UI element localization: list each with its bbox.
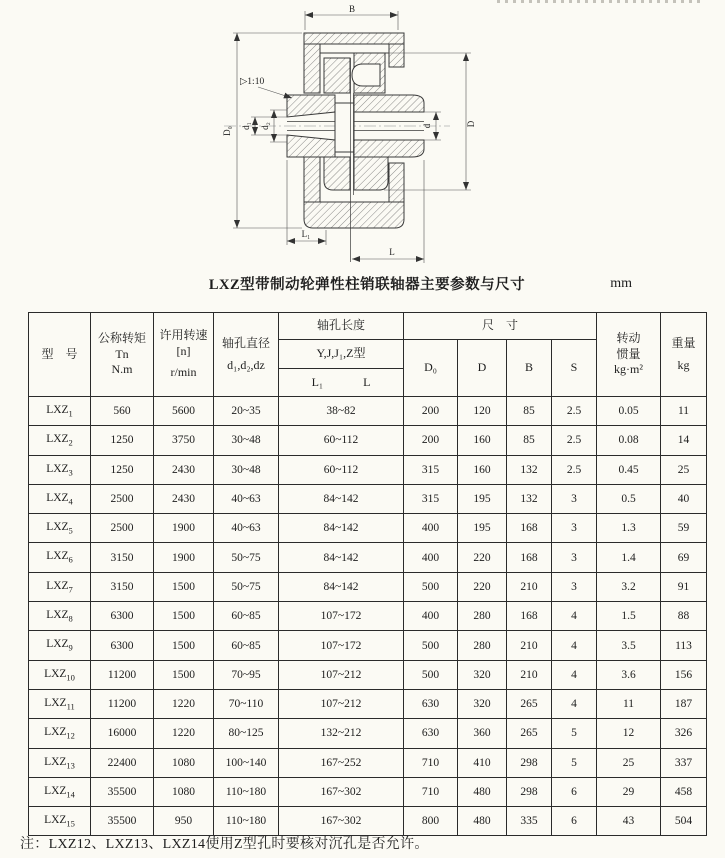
cell-weight: 337 xyxy=(661,748,707,777)
cell-d0: 500 xyxy=(404,631,458,660)
cell-inertia: 3.5 xyxy=(597,631,661,660)
table-body xyxy=(29,397,707,836)
title-row xyxy=(28,273,706,297)
cell-d: 320 xyxy=(458,689,507,718)
cell-d: 280 xyxy=(458,602,507,631)
parameters-table xyxy=(28,312,707,836)
cell-d0: 200 xyxy=(404,426,458,455)
cell-s: 6 xyxy=(552,807,597,836)
table-header xyxy=(29,313,707,397)
cell-speed: 1900 xyxy=(154,514,214,543)
cell-length-range: 84~142 xyxy=(279,514,404,543)
col-header-d0: D₀ xyxy=(404,340,458,397)
cell-d0: 315 xyxy=(404,484,458,513)
cell-inertia: 1.3 xyxy=(597,514,661,543)
table-row xyxy=(29,689,707,718)
cell-speed: 1500 xyxy=(154,602,214,631)
cell-s: 3 xyxy=(552,514,597,543)
cell-d: 195 xyxy=(458,514,507,543)
cell-s: 3 xyxy=(552,484,597,513)
cell-d: 195 xyxy=(458,484,507,513)
cell-weight: 91 xyxy=(661,572,707,601)
taper-label: ▷1:10 xyxy=(240,77,265,87)
cell-s: 4 xyxy=(552,602,597,631)
cell-torque: 1250 xyxy=(91,455,154,484)
cell-speed: 3750 xyxy=(154,426,214,455)
cell-weight: 113 xyxy=(661,631,707,660)
cell-s: 2.5 xyxy=(552,426,597,455)
unit-label: mm xyxy=(610,276,632,291)
cell-bore-range: 110~180 xyxy=(214,807,279,836)
table-row xyxy=(29,602,707,631)
cell-b: 298 xyxy=(507,777,552,806)
cell-inertia: 1.4 xyxy=(597,543,661,572)
cell-s: 4 xyxy=(552,631,597,660)
cell-s: 2.5 xyxy=(552,455,597,484)
cell-length-range: 107~212 xyxy=(279,689,404,718)
dim-label-d1: d₁ xyxy=(241,122,251,130)
cell-d: 160 xyxy=(458,455,507,484)
cell-model: $LXZ_8$ xyxy=(29,602,91,631)
cell-d0: 400 xyxy=(404,514,458,543)
cell-model: $LXZ_7$ xyxy=(29,572,91,601)
cell-s: 2.5 xyxy=(552,397,597,426)
cell-bore-range: 50~75 xyxy=(214,543,279,572)
cell-d0: 500 xyxy=(404,660,458,689)
cell-b: 168 xyxy=(507,602,552,631)
cell-d0: 200 xyxy=(404,397,458,426)
cell-model: $LXZ_4$ xyxy=(29,484,91,513)
cropped-text-remnant xyxy=(497,0,705,3)
page-title: LXZ型带制动轮弹性柱销联轴器主要参数与尺寸 xyxy=(208,277,526,293)
cell-torque: 3150 xyxy=(91,543,154,572)
cell-b: 132 xyxy=(507,455,552,484)
cell-bore-range: 70~95 xyxy=(214,660,279,689)
table-row xyxy=(29,777,707,806)
cell-b: 298 xyxy=(507,748,552,777)
cell-d: 320 xyxy=(458,660,507,689)
cell-s: 4 xyxy=(552,660,597,689)
cell-bore-range: 40~63 xyxy=(214,514,279,543)
col-header-inertia: 转动 惯量 kg·m² xyxy=(597,313,661,397)
cell-speed: 5600 xyxy=(154,397,214,426)
cell-speed: 1900 xyxy=(154,543,214,572)
cell-weight: 11 xyxy=(661,397,707,426)
cell-d0: 630 xyxy=(404,719,458,748)
cell-weight: 88 xyxy=(661,602,707,631)
cell-s: 5 xyxy=(552,719,597,748)
cell-inertia: 0.45 xyxy=(597,455,661,484)
cell-weight: 187 xyxy=(661,689,707,718)
cell-s: 3 xyxy=(552,543,597,572)
cell-d: 280 xyxy=(458,631,507,660)
cell-weight: 69 xyxy=(661,543,707,572)
cell-b: 168 xyxy=(507,543,552,572)
table-row xyxy=(29,748,707,777)
cell-torque: 35500 xyxy=(91,777,154,806)
dim-label-d0: D₀ xyxy=(222,126,232,136)
cell-weight: 458 xyxy=(661,777,707,806)
dim-label-d: d xyxy=(422,123,432,129)
footnote: 注：LXZ12、LXZ13、LXZ14使用Z型孔时要核对沉孔是否允许。 xyxy=(20,837,429,852)
cell-model: $LXZ_{12}$ xyxy=(29,719,91,748)
cell-bore-range: 80~125 xyxy=(214,719,279,748)
cell-model: $LXZ_{10}$ xyxy=(29,660,91,689)
col-header-size-group: 尺 寸 xyxy=(404,313,597,340)
col-header-model: 型 号 xyxy=(29,313,91,397)
cell-length-range: 132~212 xyxy=(279,719,404,748)
cell-s: 4 xyxy=(552,689,597,718)
cell-b: 85 xyxy=(507,397,552,426)
cell-length-range: 84~142 xyxy=(279,543,404,572)
cell-d: 360 xyxy=(458,719,507,748)
cell-torque: 560 xyxy=(91,397,154,426)
cell-b: 210 xyxy=(507,660,552,689)
cell-bore-range: 30~48 xyxy=(214,426,279,455)
col-header-bore-length-types: Y,J,J₁,Z型 xyxy=(279,340,404,369)
cell-weight: 504 xyxy=(661,807,707,836)
lower-flange-section xyxy=(324,157,388,190)
cell-d: 480 xyxy=(458,777,507,806)
cell-bore-range: 60~85 xyxy=(214,602,279,631)
cell-speed: 1080 xyxy=(154,777,214,806)
cell-weight: 14 xyxy=(661,426,707,455)
cell-inertia: 3.2 xyxy=(597,572,661,601)
table-row xyxy=(29,455,707,484)
col-header-torque: 公称转矩Tn N.m xyxy=(91,313,154,397)
cell-model: $LXZ_1$ xyxy=(29,397,91,426)
elastic-pin xyxy=(352,64,380,86)
cell-s: 5 xyxy=(552,748,597,777)
table-row xyxy=(29,631,707,660)
cell-torque: 35500 xyxy=(91,807,154,836)
cell-inertia: 43 xyxy=(597,807,661,836)
cell-b: 210 xyxy=(507,572,552,601)
table-row xyxy=(29,484,707,513)
dim-label-D: D xyxy=(466,120,476,128)
cell-bore-range: 70~110 xyxy=(214,689,279,718)
cell-length-range: 60~112 xyxy=(279,426,404,455)
cell-d0: 315 xyxy=(404,455,458,484)
col-header-b: B xyxy=(507,340,552,397)
cell-torque: 2500 xyxy=(91,484,154,513)
cell-length-range: 84~142 xyxy=(279,484,404,513)
flange-and-pin-section xyxy=(324,53,385,93)
cell-inertia: 0.08 xyxy=(597,426,661,455)
cell-length-range: 60~112 xyxy=(279,455,404,484)
cell-d0: 630 xyxy=(404,689,458,718)
cell-length-range: 38~82 xyxy=(279,397,404,426)
cell-model: $LXZ_2$ xyxy=(29,426,91,455)
cell-speed: 1500 xyxy=(154,660,214,689)
cell-inertia: 0.05 xyxy=(597,397,661,426)
cell-d0: 710 xyxy=(404,748,458,777)
cell-bore-range: 110~180 xyxy=(214,777,279,806)
table-row xyxy=(29,719,707,748)
col-header-bore-length-group: 轴孔长度 xyxy=(279,313,404,340)
cell-b: 168 xyxy=(507,514,552,543)
cell-speed: 1220 xyxy=(154,719,214,748)
col-header-speed: 许用转速 [n] r/min xyxy=(154,313,214,397)
cell-s: 6 xyxy=(552,777,597,806)
cell-torque: 3150 xyxy=(91,572,154,601)
cell-inertia: 1.5 xyxy=(597,602,661,631)
cell-speed: 950 xyxy=(154,807,214,836)
cell-d0: 500 xyxy=(404,572,458,601)
col-header-d: D xyxy=(458,340,507,397)
cell-inertia: 29 xyxy=(597,777,661,806)
cell-b: 85 xyxy=(507,426,552,455)
cell-weight: 59 xyxy=(661,514,707,543)
cell-d0: 400 xyxy=(404,602,458,631)
cell-inertia: 0.5 xyxy=(597,484,661,513)
col-header-bore: 轴孔直径 d₁,d₂,dz xyxy=(214,313,279,397)
table-row xyxy=(29,660,707,689)
cell-speed: 2430 xyxy=(154,455,214,484)
cell-d0: 400 xyxy=(404,543,458,572)
cell-speed: 1500 xyxy=(154,631,214,660)
table-row xyxy=(29,543,707,572)
dim-label-d2: d₂ xyxy=(260,122,270,130)
col-header-l1-l: L₁ L xyxy=(279,369,404,397)
coupling-part-geometry xyxy=(224,33,450,262)
cell-length-range: 107~172 xyxy=(279,631,404,660)
cell-inertia: 3.6 xyxy=(597,660,661,689)
cell-bore-range: 60~85 xyxy=(214,631,279,660)
cell-speed: 1080 xyxy=(154,748,214,777)
cell-length-range: 107~172 xyxy=(279,602,404,631)
cell-s: 3 xyxy=(552,572,597,601)
coupling-cross-section-drawing xyxy=(212,0,502,270)
cell-torque: 11200 xyxy=(91,660,154,689)
dim-label-l1: L₁ xyxy=(301,229,311,239)
cell-bore-range: 50~75 xyxy=(214,572,279,601)
cell-model: $LXZ_{15}$ xyxy=(29,807,91,836)
cell-model: $LXZ_{11}$ xyxy=(29,689,91,718)
cell-length-range: 167~252 xyxy=(279,748,404,777)
cell-torque: 16000 xyxy=(91,719,154,748)
table-row xyxy=(29,572,707,601)
pin-boss xyxy=(335,103,354,152)
cell-model: $LXZ_{14}$ xyxy=(29,777,91,806)
cell-d0: 710 xyxy=(404,777,458,806)
cell-b: 265 xyxy=(507,719,552,748)
cell-speed: 1220 xyxy=(154,689,214,718)
cell-model: $LXZ_5$ xyxy=(29,514,91,543)
cell-model: $LXZ_9$ xyxy=(29,631,91,660)
cell-bore-range: 40~63 xyxy=(214,484,279,513)
cell-inertia: 11 xyxy=(597,689,661,718)
cell-weight: 326 xyxy=(661,719,707,748)
cell-b: 335 xyxy=(507,807,552,836)
cell-inertia: 25 xyxy=(597,748,661,777)
cell-torque: 2500 xyxy=(91,514,154,543)
table-row xyxy=(29,807,707,836)
cell-d: 410 xyxy=(458,748,507,777)
cell-speed: 2430 xyxy=(154,484,214,513)
col-header-weight: 重量 kg xyxy=(661,313,707,397)
cell-d0: 800 xyxy=(404,807,458,836)
cell-b: 132 xyxy=(507,484,552,513)
table-row xyxy=(29,426,707,455)
dim-label-l: L xyxy=(389,247,395,257)
cell-bore-range: 20~35 xyxy=(214,397,279,426)
cell-length-range: 107~212 xyxy=(279,660,404,689)
cell-d: 160 xyxy=(458,426,507,455)
col-header-s: S xyxy=(552,340,597,397)
cell-length-range: 167~302 xyxy=(279,777,404,806)
cell-model: $LXZ_6$ xyxy=(29,543,91,572)
cell-speed: 1500 xyxy=(154,572,214,601)
cell-weight: 156 xyxy=(661,660,707,689)
cell-torque: 22400 xyxy=(91,748,154,777)
cell-b: 265 xyxy=(507,689,552,718)
cell-bore-range: 100~140 xyxy=(214,748,279,777)
cell-d: 480 xyxy=(458,807,507,836)
cell-weight: 40 xyxy=(661,484,707,513)
cell-bore-range: 30~48 xyxy=(214,455,279,484)
cell-model: $LXZ_{13}$ xyxy=(29,748,91,777)
cell-torque: 6300 xyxy=(91,602,154,631)
cell-torque: 1250 xyxy=(91,426,154,455)
cell-b: 210 xyxy=(507,631,552,660)
cell-model: $LXZ_3$ xyxy=(29,455,91,484)
cell-torque: 11200 xyxy=(91,689,154,718)
cell-d: 220 xyxy=(458,572,507,601)
cell-weight: 25 xyxy=(661,455,707,484)
cell-length-range: 84~142 xyxy=(279,572,404,601)
table-row xyxy=(29,397,707,426)
cell-inertia: 12 xyxy=(597,719,661,748)
cell-torque: 6300 xyxy=(91,631,154,660)
cell-d: 120 xyxy=(458,397,507,426)
table-row xyxy=(29,514,707,543)
cell-length-range: 167~302 xyxy=(279,807,404,836)
dim-label-b: B xyxy=(348,4,356,14)
cell-d: 220 xyxy=(458,543,507,572)
